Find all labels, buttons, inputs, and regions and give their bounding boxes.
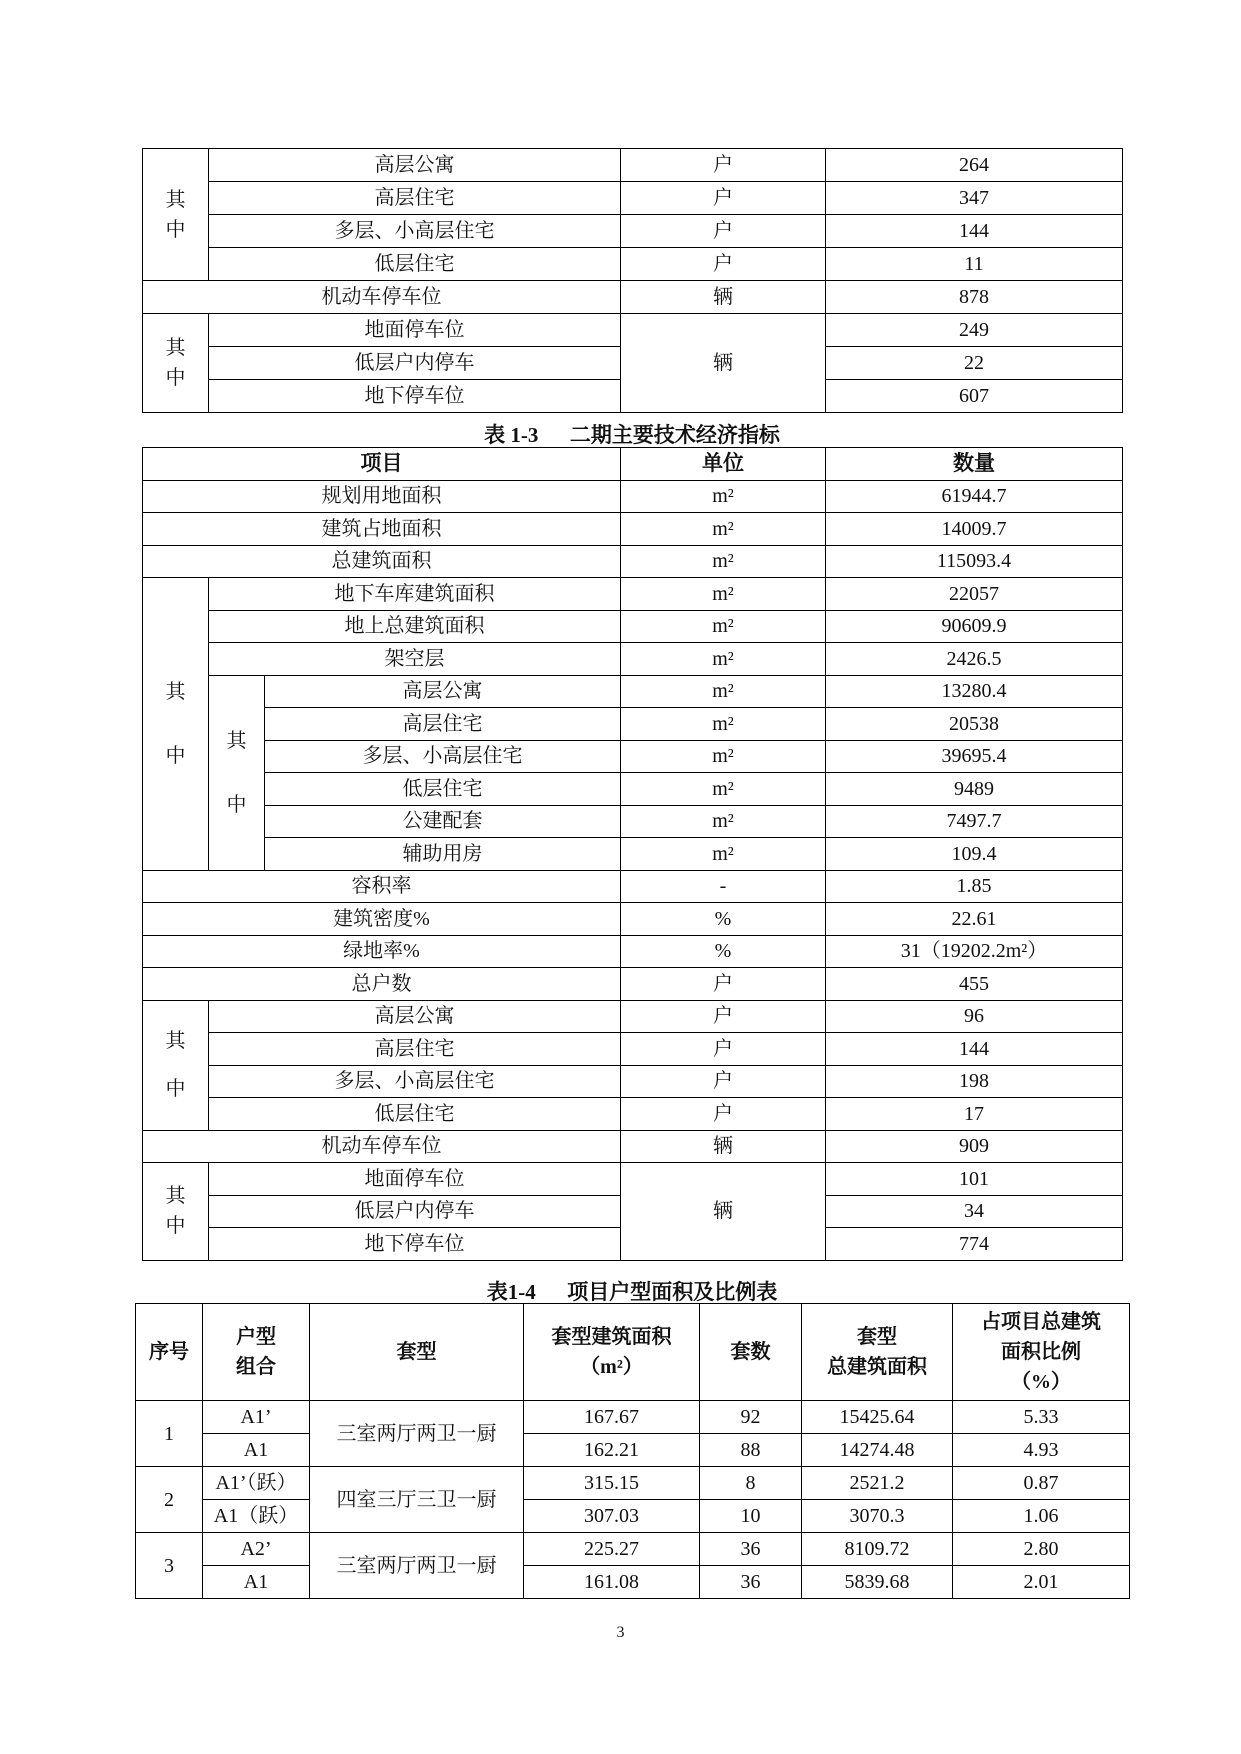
item-cell: 高层公寓 bbox=[209, 149, 621, 182]
item-cell: 地下停车位 bbox=[209, 1228, 621, 1261]
area-cell: 225.27 bbox=[524, 1533, 700, 1566]
item-cell: 低层住宅 bbox=[265, 773, 621, 806]
header-quantity: 数量 bbox=[826, 448, 1123, 481]
table-row bbox=[143, 314, 1123, 347]
header-count: 套数 bbox=[700, 1304, 802, 1401]
item-cell: 低层住宅 bbox=[209, 248, 621, 281]
total-cell: 15425.64 bbox=[802, 1401, 953, 1434]
value-cell: 7497.7 bbox=[826, 805, 1123, 838]
area-cell: 307.03 bbox=[524, 1500, 700, 1533]
no-cell: 2 bbox=[136, 1467, 203, 1533]
value-cell: 96 bbox=[826, 1000, 1123, 1033]
item-cell: 总户数 bbox=[143, 968, 621, 1001]
item-cell: 低层住宅 bbox=[209, 1098, 621, 1131]
value-cell: 39695.4 bbox=[826, 740, 1123, 773]
table-row bbox=[136, 1533, 1130, 1566]
table-row bbox=[143, 149, 1123, 182]
unit-cell: 辆 bbox=[621, 281, 826, 314]
count-cell: 92 bbox=[700, 1401, 802, 1434]
header-combo: 户型 组合 bbox=[203, 1304, 310, 1401]
item-cell: 地下车库建筑面积 bbox=[209, 578, 621, 611]
qizhong-label: 其 中 bbox=[143, 1000, 209, 1130]
table-row bbox=[136, 1500, 1130, 1533]
unit-cell: 户 bbox=[621, 1098, 826, 1131]
item-cell: 容积率 bbox=[143, 870, 621, 903]
table-row bbox=[143, 968, 1123, 1001]
item-cell: 地上总建筑面积 bbox=[209, 610, 621, 643]
value-cell: 347 bbox=[826, 182, 1123, 215]
combo-cell: A1 bbox=[203, 1566, 310, 1599]
table-row bbox=[143, 248, 1123, 281]
item-cell: 多层、小高层住宅 bbox=[265, 740, 621, 773]
qizhong-label: 其 中 bbox=[143, 314, 209, 413]
type-cell: 三室两厅两卫一厨 bbox=[310, 1401, 524, 1467]
item-cell: 建筑密度% bbox=[143, 903, 621, 936]
table-row bbox=[143, 545, 1123, 578]
count-cell: 8 bbox=[700, 1467, 802, 1500]
table-row bbox=[143, 513, 1123, 546]
header-item: 项目 bbox=[143, 448, 621, 481]
value-cell: 20538 bbox=[826, 708, 1123, 741]
type-cell: 四室三厅三卫一厨 bbox=[310, 1467, 524, 1533]
table-row bbox=[143, 1065, 1123, 1098]
item-cell: 辅助用房 bbox=[265, 838, 621, 871]
table-row bbox=[143, 610, 1123, 643]
unit-cell: 辆 bbox=[621, 314, 826, 413]
total-cell: 2521.2 bbox=[802, 1467, 953, 1500]
item-cell: 建筑占地面积 bbox=[143, 513, 621, 546]
value-cell: 11 bbox=[826, 248, 1123, 281]
table-header-row bbox=[143, 448, 1123, 481]
unit-cell: m² bbox=[621, 675, 826, 708]
header-no: 序号 bbox=[136, 1304, 203, 1401]
item-cell: 公建配套 bbox=[265, 805, 621, 838]
header-total: 套型 总建筑面积 bbox=[802, 1304, 953, 1401]
unit-cell: 户 bbox=[621, 1065, 826, 1098]
value-cell: 109.4 bbox=[826, 838, 1123, 871]
combo-cell: A1’（跃） bbox=[203, 1467, 310, 1500]
table-row bbox=[143, 740, 1123, 773]
area-cell: 167.67 bbox=[524, 1401, 700, 1434]
unit-cell: m² bbox=[621, 578, 826, 611]
value-cell: 22057 bbox=[826, 578, 1123, 611]
value-cell: 2426.5 bbox=[826, 643, 1123, 676]
table-row bbox=[143, 805, 1123, 838]
value-cell: 455 bbox=[826, 968, 1123, 1001]
unit-cell: 户 bbox=[621, 149, 826, 182]
table-row bbox=[136, 1401, 1130, 1434]
table-row bbox=[143, 578, 1123, 611]
pct-cell: 1.06 bbox=[953, 1500, 1130, 1533]
table-header-row bbox=[136, 1304, 1130, 1401]
page-number: 3 bbox=[616, 1624, 625, 1641]
unit-cell: % bbox=[621, 903, 826, 936]
count-cell: 36 bbox=[700, 1533, 802, 1566]
count-cell: 36 bbox=[700, 1566, 802, 1599]
item-cell: 多层、小高层住宅 bbox=[209, 215, 621, 248]
table-row bbox=[143, 870, 1123, 903]
item-cell: 高层住宅 bbox=[209, 182, 621, 215]
combo-cell: A1 bbox=[203, 1434, 310, 1467]
table-row bbox=[143, 935, 1123, 968]
item-cell: 机动车停车位 bbox=[143, 1130, 621, 1163]
total-cell: 3070.3 bbox=[802, 1500, 953, 1533]
table-row bbox=[143, 1163, 1123, 1196]
pct-cell: 2.80 bbox=[953, 1533, 1130, 1566]
phase2-indicators-table bbox=[142, 447, 1123, 1261]
total-cell: 5839.68 bbox=[802, 1566, 953, 1599]
value-cell: 198 bbox=[826, 1065, 1123, 1098]
value-cell: 909 bbox=[826, 1130, 1123, 1163]
total-cell: 14274.48 bbox=[802, 1434, 953, 1467]
header-type: 套型 bbox=[310, 1304, 524, 1401]
combo-cell: A2’ bbox=[203, 1533, 310, 1566]
unit-cell: m² bbox=[621, 740, 826, 773]
item-cell: 地面停车位 bbox=[209, 1163, 621, 1196]
item-cell: 规划用地面积 bbox=[143, 480, 621, 513]
area-cell: 162.21 bbox=[524, 1434, 700, 1467]
item-cell: 高层住宅 bbox=[265, 708, 621, 741]
unit-cell: m² bbox=[621, 513, 826, 546]
pct-cell: 0.87 bbox=[953, 1467, 1130, 1500]
unit-cell: 户 bbox=[621, 215, 826, 248]
value-cell: 878 bbox=[826, 281, 1123, 314]
value-cell: 14009.7 bbox=[826, 513, 1123, 546]
value-cell: 31（19202.2m²） bbox=[826, 935, 1123, 968]
combo-cell: A1’ bbox=[203, 1401, 310, 1434]
header-pct: 占项目总建筑 面积比例 （%） bbox=[953, 1304, 1130, 1401]
table-row bbox=[136, 1467, 1130, 1500]
table-row bbox=[143, 1098, 1123, 1131]
value-cell: 774 bbox=[826, 1228, 1123, 1261]
table-row bbox=[143, 1130, 1123, 1163]
header-unit: 单位 bbox=[621, 448, 826, 481]
area-cell: 315.15 bbox=[524, 1467, 700, 1500]
value-cell: 264 bbox=[826, 149, 1123, 182]
value-cell: 90609.9 bbox=[826, 610, 1123, 643]
value-cell: 144 bbox=[826, 215, 1123, 248]
table-row bbox=[143, 708, 1123, 741]
table-row bbox=[143, 1000, 1123, 1033]
table-row bbox=[143, 215, 1123, 248]
table-caption: 表 1-3 二期主要技术经济指标 bbox=[484, 423, 780, 447]
table-row bbox=[143, 675, 1123, 708]
combo-cell: A1（跃） bbox=[203, 1500, 310, 1533]
unit-cell: - bbox=[621, 870, 826, 903]
unit-cell: % bbox=[621, 935, 826, 968]
unit-cell: 户 bbox=[621, 1033, 826, 1066]
table-row bbox=[143, 903, 1123, 936]
table-row bbox=[143, 838, 1123, 871]
table-row bbox=[143, 480, 1123, 513]
unit-cell: m² bbox=[621, 773, 826, 806]
area-cell: 161.08 bbox=[524, 1566, 700, 1599]
item-cell: 多层、小高层住宅 bbox=[209, 1065, 621, 1098]
pct-cell: 5.33 bbox=[953, 1401, 1130, 1434]
type-cell: 三室两厅两卫一厨 bbox=[310, 1533, 524, 1599]
qizhong-label: 其 中 bbox=[143, 1163, 209, 1261]
value-cell: 22 bbox=[826, 347, 1123, 380]
value-cell: 144 bbox=[826, 1033, 1123, 1066]
unit-cell: 户 bbox=[621, 182, 826, 215]
item-cell: 高层公寓 bbox=[209, 1000, 621, 1033]
item-cell: 绿地率% bbox=[143, 935, 621, 968]
unit-cell: m² bbox=[621, 480, 826, 513]
unit-cell: m² bbox=[621, 643, 826, 676]
no-cell: 1 bbox=[136, 1401, 203, 1467]
table-row bbox=[143, 281, 1123, 314]
unit-cell: m² bbox=[621, 708, 826, 741]
value-cell: 13280.4 bbox=[826, 675, 1123, 708]
item-cell: 总建筑面积 bbox=[143, 545, 621, 578]
table-row bbox=[143, 643, 1123, 676]
value-cell: 1.85 bbox=[826, 870, 1123, 903]
unit-cell: m² bbox=[621, 805, 826, 838]
pct-cell: 2.01 bbox=[953, 1566, 1130, 1599]
unit-cell: 辆 bbox=[621, 1163, 826, 1261]
unit-cell: 户 bbox=[621, 248, 826, 281]
item-cell: 低层户内停车 bbox=[209, 347, 621, 380]
table-caption: 表1-4 项目户型面积及比例表 bbox=[486, 1280, 778, 1304]
pct-cell: 4.93 bbox=[953, 1434, 1130, 1467]
value-cell: 34 bbox=[826, 1195, 1123, 1228]
no-cell: 3 bbox=[136, 1533, 203, 1599]
item-cell: 低层户内停车 bbox=[209, 1195, 621, 1228]
item-cell: 高层住宅 bbox=[209, 1033, 621, 1066]
count-cell: 88 bbox=[700, 1434, 802, 1467]
value-cell: 249 bbox=[826, 314, 1123, 347]
value-cell: 17 bbox=[826, 1098, 1123, 1131]
item-cell: 高层公寓 bbox=[265, 675, 621, 708]
value-cell: 9489 bbox=[826, 773, 1123, 806]
unit-type-area-table bbox=[135, 1303, 1130, 1599]
total-cell: 8109.72 bbox=[802, 1533, 953, 1566]
value-cell: 101 bbox=[826, 1163, 1123, 1196]
table-row bbox=[143, 1033, 1123, 1066]
item-cell: 架空层 bbox=[209, 643, 621, 676]
qizhong-label: 其 中 bbox=[209, 675, 265, 870]
table-row bbox=[143, 773, 1123, 806]
table-row bbox=[136, 1434, 1130, 1467]
unit-cell: 户 bbox=[621, 1000, 826, 1033]
unit-cell: 户 bbox=[621, 968, 826, 1001]
table-row bbox=[143, 182, 1123, 215]
header-area: 套型建筑面积 （m²） bbox=[524, 1304, 700, 1401]
item-cell: 地下停车位 bbox=[209, 380, 621, 413]
table-row bbox=[136, 1566, 1130, 1599]
qizhong-label: 其 中 bbox=[143, 149, 209, 281]
unit-cell: m² bbox=[621, 610, 826, 643]
value-cell: 61944.7 bbox=[826, 480, 1123, 513]
phase1-continuation-table bbox=[142, 148, 1123, 413]
value-cell: 607 bbox=[826, 380, 1123, 413]
unit-cell: m² bbox=[621, 838, 826, 871]
count-cell: 10 bbox=[700, 1500, 802, 1533]
value-cell: 115093.4 bbox=[826, 545, 1123, 578]
value-cell: 22.61 bbox=[826, 903, 1123, 936]
unit-cell: 辆 bbox=[621, 1130, 826, 1163]
item-cell: 地面停车位 bbox=[209, 314, 621, 347]
qizhong-label: 其 中 bbox=[143, 578, 209, 871]
unit-cell: m² bbox=[621, 545, 826, 578]
item-cell: 机动车停车位 bbox=[143, 281, 621, 314]
